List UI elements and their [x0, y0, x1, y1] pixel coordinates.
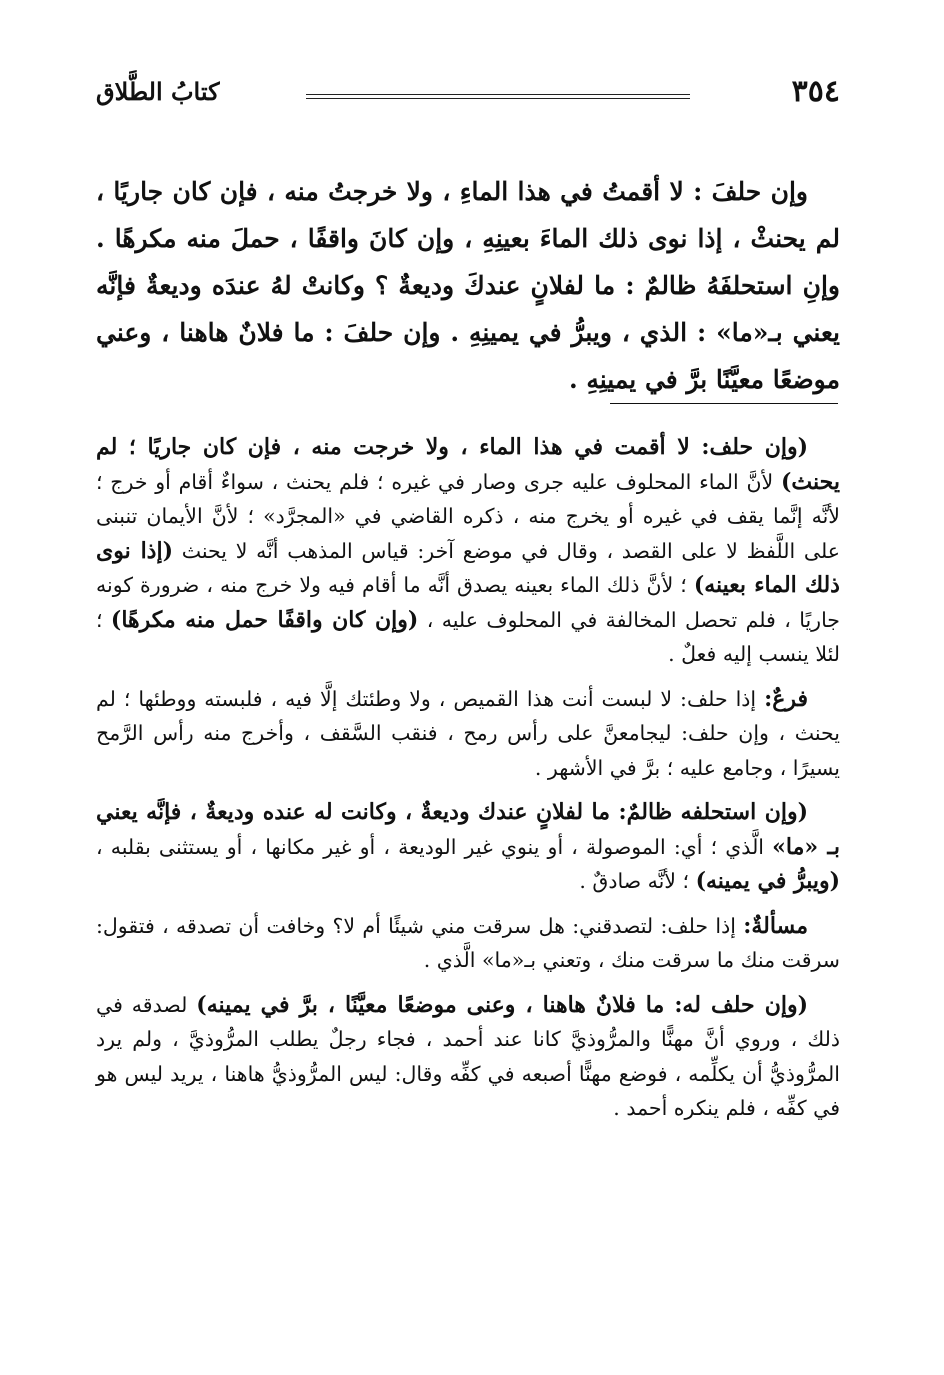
- commentary-paragraph-4: [96, 909, 840, 978]
- quoted-matn: (وإن حلف: لا أقمت في هذا الماء ، ولا خرجت منه ، فإن كان جاريًا ؛ لم يحنث): [96, 434, 840, 495]
- branch-label: فرعٌ:: [764, 685, 808, 712]
- issue-label: مسألةٌ:: [743, 912, 808, 939]
- quoted-matn: (إذا نوى ذلك الماء بعينه): [96, 537, 840, 598]
- main-text-paragraph: وإن حلفَ : لا أقمتُ في هذا الماءِ ، ولا خرجتُ منه ، فإن كان جاريًا ، لم يحنثْ ، إذا نوى ذلك الماءَ بعينِهِ ، وإن كانَ واقفًا ، حملَ منه مكرهًا . وإنِ استحلفَهُ ظالمٌ : ما لفلانٍ عندكَ وديعةٌ ؟ وكانتْ لهُ عندَه وديعةٌ فإنَّه يعني بـ«ما» : الذي ، ويبرُّ في يمينِهِ . وإن حلفَ : ما فلانٌ هاهنا ، وعني موضعًا معيَّنًا برَّ في يمينِهِ .: [96, 177, 840, 394]
- page-header: [96, 72, 840, 122]
- commentary-text: لصدقه في ذلك ، وروي أنَّ مهنًّا والمرُّوذيَّ كانا عند أحمد ، فجاء رجلٌ يطلب المرُّوذيَّ ، ولم يرد المرُّوذيُّ أن يكلِّمه ، فوضع مهنًّا أصبعه في كفِّه وقال: ليس المرُّوذيُّ هاهنا ، يريد ليس هو في كفِّه ، فلم ينكره أحمد .: [96, 992, 840, 1120]
- page-number: ٣٥٤: [791, 74, 840, 109]
- footnote-separator: [610, 403, 838, 404]
- commentary-block: [96, 430, 840, 1136]
- commentary-paragraph-5: [96, 988, 840, 1126]
- commentary-text: إذا حلف: لا لبست أنت هذا القميص ، ولا وطئتك إلَّا فيه ، فلبسته ووطئها ؛ لم يحنث ، وإن حلف: ليجامعنَّ على رأس رمح ، فنقب السَّقف ، وأخرج منه رأس الرَّمح يسيرًا ، وجامع عليه ؛ برَّ في الأشهر .: [96, 686, 840, 780]
- header-rule: [306, 94, 690, 99]
- commentary-text: ؛ لئلا ينسب إليه فعلٌ .: [96, 607, 840, 666]
- quoted-matn: (وإن كان واقفًا حمل منه مكرهًا): [110, 606, 419, 633]
- commentary-paragraph-1: [96, 430, 840, 672]
- commentary-paragraph-3: [96, 795, 840, 899]
- quoted-matn: (وإن حلف له: ما فلانٌ هاهنا ، وعنى موضعًا معيَّنًا ، برَّ في يمينه): [196, 991, 809, 1018]
- book-title: كتابُ الطَّلاق: [96, 77, 220, 106]
- quoted-matn: (ويبرُّ في يمينه): [695, 868, 840, 894]
- commentary-text: لأنَّ الماء المحلوف عليه جرى وصار في غيره ؛ فلم يحنث ، سواءٌ أقام أو خرج ؛ لأنَّه إنَّما يقف في غيره أو يخرج منه ، ذكره القاضي في «المجرَّد» ؛ لأنَّ الأيمان تنبنى على اللَّفظ لا على القصد ، وقال في موضع آخر: قياس المذهب أنَّه لا يحنث: [96, 469, 840, 563]
- commentary-text: إذا حلف: لتصدقني: هل سرقت مني شيئًا أم لا؟ وخافت أن تصدقه ، فتقول: سرقت منك ما سرقت منك ، وتعني بـ«ما» الَّذي .: [96, 913, 840, 972]
- commentary-text: ؛ لأنَّ ذلك الماء بعينه يصدق أنَّه ما أقام فيه ولا خرج منه ، ضرورة كونه جاريًا ، فلم تحصل المخالفة في المحلوف عليه ،: [96, 573, 840, 632]
- commentary-text: ؛ لأنَّه صادقٌ .: [579, 869, 696, 893]
- commentary-paragraph-2: [96, 682, 840, 786]
- main-text-block: [96, 168, 840, 403]
- commentary-text: الَّذي ؛ أي: الموصولة ، أو ينوي غير الوديعة ، أو غير مكانها ، أو يستثنى بقلبه ،: [96, 834, 773, 859]
- quoted-matn: (وإن استحلفه ظالمٌ: ما لفلانٍ عندك وديعةٌ ، وكانت له عنده وديعةٌ ، فإنَّه يعني بـ «ما»: [96, 799, 840, 860]
